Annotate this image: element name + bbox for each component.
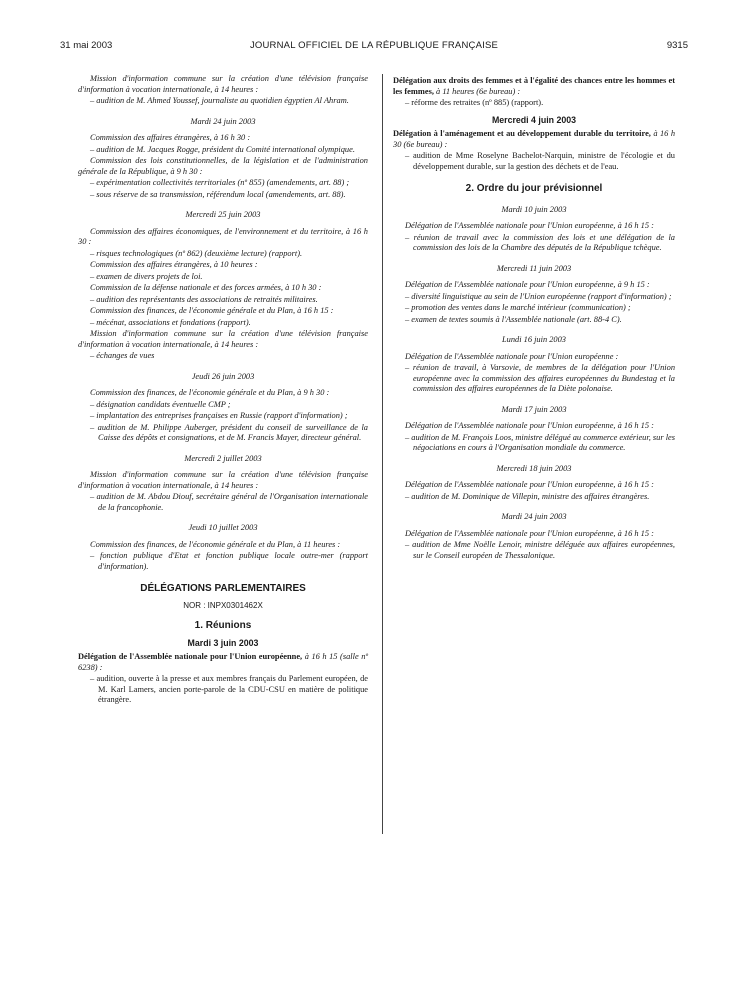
meeting-body	[393, 76, 675, 97]
date-heading: Mardi 24 juin 2003	[501, 512, 567, 521]
meeting-body	[393, 129, 675, 150]
agenda-item: – audition de M. Jacques Rogge, président du Comité international olympique.	[90, 144, 355, 154]
agenda-item: – audition de M. Abdou Diouf, secrétaire général de l'Organisation internationale de la francophonie.	[90, 492, 368, 512]
date-heading: Mardi 10 juin 2003	[501, 204, 567, 214]
delegation-name: Délégation à l'aménagement et au développement durable du territoire,	[393, 129, 651, 138]
agenda-item: – échanges de vues	[90, 351, 155, 360]
meeting-body: Commission des affaires étrangères, à 16 h 30 :	[90, 133, 251, 142]
agenda-item: – examen de textes soumis à l'Assemblée nationale (art. 88-4 C).	[405, 314, 622, 324]
page-header	[60, 40, 688, 54]
agenda-item: – réforme des retraites (nº 885) (rapport).	[405, 98, 544, 107]
agenda-item: – audition de M. François Loos, ministre délégué au commerce extérieur, sur les négociations en cours à l'Organisation mondiale du commerce.	[405, 432, 675, 452]
agenda-item: – risques technologiques (nº 862) (deuxième lecture) (rapport).	[90, 248, 303, 258]
meeting-body: Commission des finances, de l'économie générale et du Plan, à 11 heures :	[90, 539, 341, 549]
agenda-item: – audition de M. Dominique de Villepin, ministre des affaires étrangères.	[405, 491, 650, 501]
meeting-body: Délégation de l'Assemblée nationale pour l'Union européenne, à 16 h 15 :	[405, 528, 654, 538]
agenda-item: – audition des représentants des associations de retraités militaires.	[90, 294, 318, 304]
agenda-item: – promotion des ventes dans le marché intérieur (communication) ;	[405, 303, 631, 312]
agenda-item: – réunion de travail, à Varsovie, de membres de la délégation pour l'Union européenne avec la commission des affaires européennes du Bundestag et la commission des affaires européennes de la Diète polonaise.	[405, 363, 675, 393]
page-number: 9315	[666, 40, 688, 51]
meeting-body: Mission d'information commune sur la création d'une télévision française d'information à vocation internationale, à 14 heures :	[78, 470, 368, 490]
agenda-item: – désignation candidats éventuelle CMP ;	[90, 399, 231, 409]
meeting-body: Délégation de l'Assemblée nationale pour l'Union européenne, à 9 h 15 :	[405, 280, 650, 289]
meeting-body: Commission des affaires économiques, de l'environnement et du territoire, à 16 h 30 :	[78, 226, 368, 246]
section-title: 2. Ordre du jour prévisionnel	[465, 183, 603, 194]
meeting-body	[78, 652, 368, 673]
meeting-body: Commission des finances, de l'économie générale et du Plan, à 16 h 15 :	[90, 306, 334, 315]
date-heading: Mercredi 11 juin 2003	[496, 263, 572, 273]
meeting-body: Délégation de l'Assemblée nationale pour l'Union européenne, à 16 h 15 :	[405, 221, 654, 230]
nor-reference: NOR : INPX0301462X	[183, 600, 263, 610]
date-heading: Mardi 3 juin 2003	[187, 637, 259, 648]
delegation-name: Délégation de l'Assemblée nationale pour l'Union européenne,	[78, 652, 303, 661]
meeting-body: Mission d'information commune sur la création d'une télévision française d'information à vocation internationale, à 14 heures :	[78, 74, 368, 94]
meeting-time: à 11 heures (6e bureau) :	[436, 86, 521, 96]
meeting-body: Délégation de l'Assemblée nationale pour l'Union européenne, à 16 h 15 :	[405, 421, 654, 430]
meeting-body: Commission des affaires étrangères, à 10 heures :	[90, 260, 258, 269]
subsection-title: 1. Réunions	[194, 620, 252, 631]
meeting-time: à 16 h 15 (salle nº 6238) :	[78, 652, 368, 672]
agenda-item: – implantation des entreprises françaises en Russie (rapport d'information) ;	[90, 411, 348, 420]
agenda-item: – fonction publique d'Etat et fonction publique locale outre-mer (rapport d'information).	[90, 551, 368, 571]
section-title: DÉLÉGATIONS PARLEMENTAIRES	[140, 583, 306, 594]
agenda-item: – examen de divers projets de loi.	[90, 271, 203, 281]
agenda-item: – sous réserve de sa transmission, référendum local (amendements, art. 88).	[90, 189, 346, 199]
agenda-item: – audition de Mme Noëlle Lenoir, ministre déléguée aux affaires européennes, sur le Conseil européen de Thessalonique.	[405, 540, 675, 560]
date-heading: Jeudi 10 juillet 2003	[188, 523, 258, 532]
meeting-time: à 16 h 30 (6e bureau) :	[393, 129, 675, 149]
date-heading: Mercredi 4 juin 2003	[491, 114, 577, 125]
agenda-item: – audition de M. Philippe Auberger, président du conseil de surveillance de la Caisse des dépôts et consignations, et de M. Francis Mayer, directeur général.	[90, 422, 368, 442]
date-heading: Jeudi 26 juin 2003	[191, 371, 255, 381]
meeting-body: Commission des finances, de l'économie générale et du Plan, à 9 h 30 :	[90, 388, 330, 397]
agenda-item: – réunion de travail avec la commission des lois et une délégation de la commission des lois de la Chambre des députés de la République tchèque.	[405, 232, 675, 252]
column-divider	[382, 74, 383, 834]
date-heading: Lundi 16 juin 2003	[502, 335, 566, 344]
date-heading: Mercredi 25 juin 2003	[185, 210, 261, 219]
agenda-item: – audition de Mme Roselyne Bachelot-Narquin, ministre de l'écologie et du développement durable, sur la gestion des déchets et de l'eau.	[405, 151, 675, 171]
meeting-body: Délégation de l'Assemblée nationale pour l'Union européenne, à 16 h 15 :	[405, 480, 654, 489]
left-column	[78, 74, 368, 707]
date-heading: Mardi 17 juin 2003	[501, 404, 567, 414]
date-heading: Mercredi 2 juillet 2003	[184, 453, 262, 463]
agenda-item: – expérimentation collectivités territoriales (nº 855) (amendements, art. 88) ;	[90, 178, 350, 187]
delegation-name: Délégation aux droits des femmes et à l'égalité des chances entre les hommes et les femmes,	[393, 76, 675, 96]
meeting-body: Mission d'information commune sur la création d'une télévision française d'information à vocation internationale, à 14 heures :	[78, 329, 368, 349]
meeting-body: Commission de la défense nationale et des forces armées, à 10 h 30 :	[90, 283, 322, 292]
agenda-item: – audition de M. Ahmed Youssef, journaliste au quotidien égyptien Al Ahram.	[90, 96, 349, 105]
journal-title: JOURNAL OFFICIEL DE LA RÉPUBLIQUE FRANÇAISE	[249, 40, 499, 51]
right-column	[393, 74, 675, 562]
date-heading: Mardi 24 juin 2003	[190, 116, 256, 126]
meeting-body: Délégation de l'Assemblée nationale pour l'Union européenne :	[405, 351, 619, 361]
agenda-item: – mécénat, associations et fondations (rapport).	[90, 317, 251, 327]
agenda-item: – diversité linguistique au sein de l'Union européenne (rapport d'information) ;	[405, 291, 672, 301]
header-date: 31 mai 2003	[60, 40, 113, 51]
agenda-item: – audition, ouverte à la presse et aux membres français du Parlement européen, de M. Karl Lamers, ancien porte-parole de la CDU-CSU en matière de politique étrangère.	[90, 674, 368, 704]
date-heading: Mercredi 18 juin 2003	[496, 463, 572, 473]
meeting-body: Commission des lois constitutionnelles, de la législation et de l'administration générale de la République, à 9 h 30 :	[78, 156, 368, 176]
